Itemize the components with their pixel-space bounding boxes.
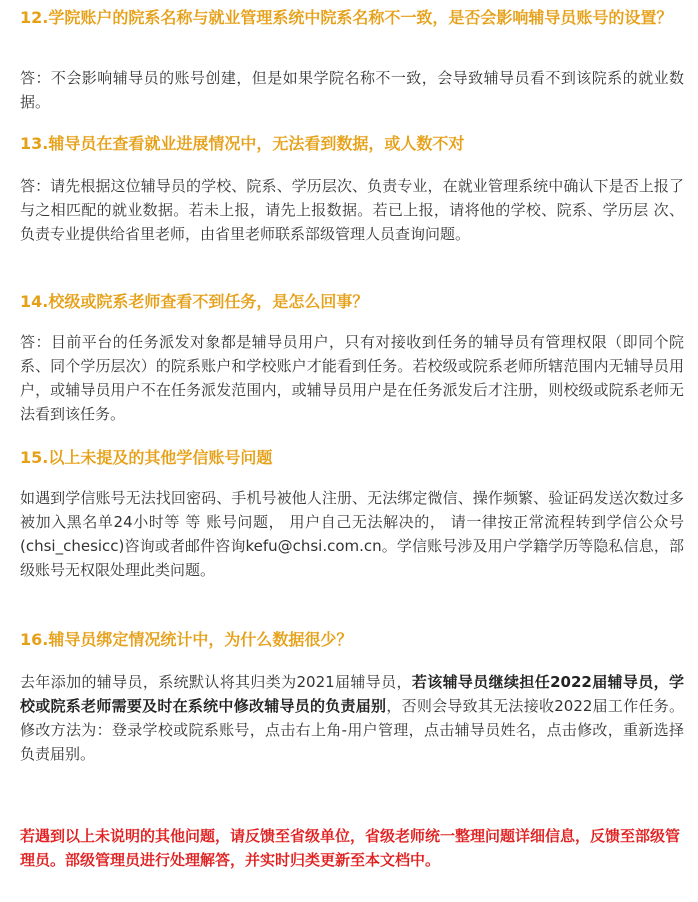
question-16-heading: 16.辅导员绑定情况统计中，为什么数据很少？ — [20, 630, 353, 649]
answer-15-text: 如遇到学信账号无法找回密码、手机号被他人注册、无法绑定微信、操作频繁、验证码发送次数过多被加入黑名单24小时等 等 账号问题， 用户自己无法解决的， 请一律按正常流程转到学信公众号(chsi_chesicc)咨询或者邮件咨询kefu@chsi.com.cn。学信账号涉及用户学籍学历等隐私信息，部级账号无权限处理此类问题。 — [20, 489, 684, 579]
question-14-heading: 14.校级或院系老师查看不到任务，是怎么回事？ — [20, 292, 369, 311]
answer-13-text: 答：请先根据这位辅导员的学校、院系、学历层次、负责专业，在就业管理系统中确认下是否上报了与之相匹配的就业数据。若未上报，请先上报数据。若已上报，请将他的学校、院系、学历层 次、负责专业提供给省里老师，由省里老师联系部级管理人员查询问题。 — [20, 177, 684, 243]
answer-16-part-3: ，否则会导致其无法接收2022届工作任务。修改方法为：登录学校或院系账号，点击右上角-用户管理，点击辅导员姓名，点击修改，重新选择负责届别。 — [20, 697, 684, 763]
answer-16-emphasis: 若该辅导员继续担任2022届辅导员，学校或院系老师需要及时在系统中修改辅导员的负责届别 — [20, 673, 685, 715]
answer-16-part-1: 去年添加的辅导员，系统默认将其归类为2021届辅导员， — [20, 673, 412, 691]
question-12-heading: 12.学院账户的院系名称与就业管理系统中院系名称不一致，是否会影响辅导员账号的设置？ — [20, 8, 673, 27]
footer-note: 若遇到以上未说明的其他问题，请反馈至省级单位，省级老师统一整理问题详细信息，反馈至部级管理员。部级管理员进行处理解答，并实时归类更新至本文档中。 — [20, 827, 681, 869]
answer-16-text — [20, 670, 684, 766]
answer-14-text: 答：目前平台的任务派发对象都是辅导员用户，只有对接收到任务的辅导员有管理权限（即同个院系、同个学历层次）的院系账户和学校账户才能看到任务。若校级或院系老师所辖范围内无辅导员用户，或辅导员用户不在任务派发范围内，或辅导员用户是在任务派发后才注册，则校级或院系老师无法看到该任务。 — [20, 333, 684, 423]
question-15-heading: 15.以上未提及的其他学信账号问题 — [20, 448, 273, 467]
answer-12-text: 答：不会影响辅导员的账号创建，但是如果学院名称不一致，会导致辅导员看不到该院系的就业数据。 — [20, 69, 684, 111]
question-13-heading: 13.辅导员在查看就业进展情况中，无法看到数据，或人数不对 — [20, 134, 465, 153]
